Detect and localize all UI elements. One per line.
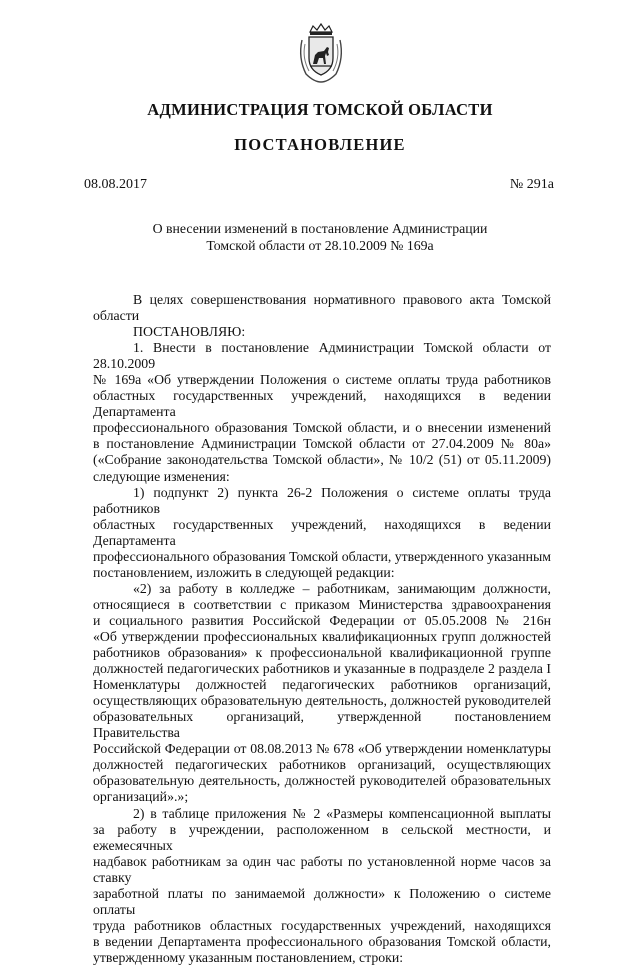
text-line: заработной платы по занимаемой должности» к Положению о системе оплаты bbox=[93, 885, 551, 917]
item-1-paragraph bbox=[93, 340, 551, 484]
subject-line: О внесении изменений в постановление Администрации bbox=[152, 221, 488, 236]
document-date: 08.08.2017 bbox=[84, 177, 147, 192]
resolve-word: ПОСТАНОВЛЯЮ: bbox=[133, 324, 246, 340]
text-line: следующие изменения: bbox=[93, 468, 230, 484]
subitem-1-paragraph bbox=[93, 485, 551, 581]
text-line: организаций».»; bbox=[93, 789, 189, 805]
text-line: относящиеся в соответствии с приказом Министерства здравоохранения bbox=[93, 596, 551, 612]
text-line: Номенклатуры должностей педагогических работников организаций, bbox=[93, 677, 551, 693]
text-line: постановлением, изложить в следующей редакции: bbox=[93, 564, 395, 580]
text-line: образовательную деятельность, должностей руководителей образовательных bbox=[93, 773, 551, 789]
text-line: должностей педагогических работников организаций, осуществляющих bbox=[93, 757, 551, 773]
text-line: («Собрание законодательства Томской области», № 10/2 (51) от 05.11.2009) bbox=[93, 452, 551, 468]
text-line: надбавок работникам за один час работы по установленной норме часов за ставку bbox=[93, 853, 551, 885]
text-line: 1. Внести в постановление Администрации Томской области от 28.10.2009 bbox=[93, 340, 551, 372]
text-line: утвержденному указанным постановлением, строки: bbox=[93, 949, 404, 965]
document-type: ПОСТАНОВЛЕНИЕ bbox=[234, 135, 406, 154]
text-line: 1) подпункт 2) пункта 26-2 Положения о системе оплаты труда работников bbox=[93, 484, 551, 516]
text-line: № 169а «Об утверждении Положения о системе оплаты труда работников bbox=[93, 372, 551, 388]
text-line: должностей педагогических работников и указанные в подразделе 2 раздела I bbox=[93, 661, 551, 677]
document-subject bbox=[120, 220, 520, 254]
text-line: и социального развития Российской Федерации от 05.05.2008 № 216н bbox=[93, 612, 551, 628]
text-line: областных государственных учреждений, находящихся в ведении Департамента bbox=[93, 388, 551, 420]
document-body bbox=[93, 292, 551, 966]
subitem-2-paragraph bbox=[93, 806, 551, 966]
text-line: в ведении Департамента профессионального образования Томской области, bbox=[93, 933, 551, 949]
text-line: «2) за работу в колледже – работникам, занимающим должности, bbox=[133, 580, 551, 596]
text-line: 2) в таблице приложения № 2 «Размеры компенсационной выплаты bbox=[133, 805, 551, 821]
text-line: работников образования» к профессиональной квалификационной группе bbox=[93, 645, 551, 661]
text-line: профессионального образования Томской области, утвержденного указанным bbox=[93, 548, 551, 564]
document-number: № 291а bbox=[509, 177, 554, 192]
quoted-paragraph bbox=[93, 581, 551, 806]
text-line: областных государственных учреждений, находящихся в ведении Департамента bbox=[93, 516, 551, 548]
text-line: Российской Федерации от 08.08.2013 № 678 «Об утверждении номенклатуры bbox=[93, 741, 551, 757]
text-line: «Об утверждении профессиональных квалификационных групп должностей bbox=[93, 628, 551, 644]
text-line: профессионального образования Томской области, и о внесении изменений bbox=[93, 420, 551, 436]
preamble-text: В целях совершенствования нормативного правового акта Томской области bbox=[93, 292, 551, 324]
subject-line: Томской области от 28.10.2009 № 169а bbox=[206, 238, 434, 253]
text-line: за работу в учреждении, расположенном в сельской местности, и ежемесячных bbox=[93, 821, 551, 853]
text-line: осуществляющих образовательную деятельность, должностей руководителей bbox=[93, 693, 551, 709]
text-line: труда работников областных государственных учреждений, находящихся bbox=[93, 917, 551, 933]
organization-title: АДМИНИСТРАЦИЯ ТОМСКОЙ ОБЛАСТИ bbox=[147, 100, 493, 119]
text-line: в постановление Администрации Томской области от 27.04.2009 № 80а» bbox=[93, 436, 551, 452]
tomsk-coat-of-arms-icon bbox=[296, 22, 346, 84]
text-line: образовательных организаций, утвержденной постановлением Правительства bbox=[93, 709, 551, 741]
